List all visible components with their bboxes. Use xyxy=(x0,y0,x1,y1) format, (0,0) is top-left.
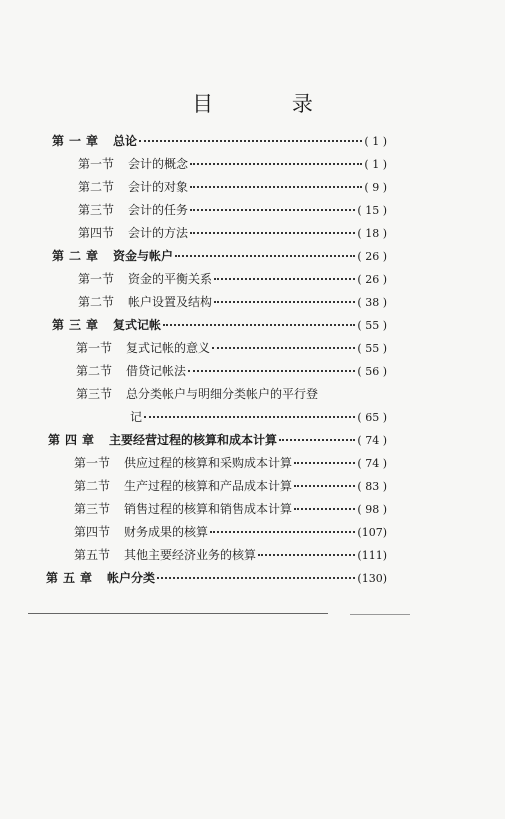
page-number: ( 26 ) xyxy=(357,273,387,286)
page-number: ( 74 ) xyxy=(357,434,387,447)
section-title: 会计的对象 xyxy=(128,180,189,194)
section-label: 第二节 xyxy=(76,364,113,378)
page-number: (107) xyxy=(357,526,387,539)
page-number: ( 83 ) xyxy=(357,480,387,493)
toc-section-entry xyxy=(74,477,387,497)
toc-section-entry xyxy=(74,546,387,566)
leader-dots xyxy=(175,255,355,257)
section-title: 其他主要经济业务的核算 xyxy=(124,548,257,562)
leader-dots xyxy=(157,577,355,579)
section-label: 第二节 xyxy=(74,479,111,493)
leader-dots xyxy=(214,278,355,280)
page-number: ( 74 ) xyxy=(357,457,387,470)
section-title: 总分类帐户与明细分类帐户的平行登 xyxy=(126,387,319,401)
leader-dots xyxy=(279,439,355,441)
page-number: ( 98 ) xyxy=(357,503,387,516)
section-title: 财务成果的核算 xyxy=(124,525,209,539)
chapter-title: 复式记帐 xyxy=(113,318,162,332)
bottom-rule-segment xyxy=(350,614,410,615)
page-number: ( 65 ) xyxy=(357,411,387,424)
section-label: 第一节 xyxy=(74,456,111,470)
page-number: ( 1 ) xyxy=(364,135,387,148)
section-label: 第一节 xyxy=(76,341,113,355)
chapter-label: 第五章 xyxy=(46,571,98,585)
toc-section-continuation xyxy=(130,408,387,428)
toc-section-entry xyxy=(76,339,387,359)
section-title: 销售过程的核算和销售成本计算 xyxy=(124,502,293,516)
section-label: 第一节 xyxy=(78,157,115,171)
leader-dots xyxy=(190,163,362,165)
leader-dots xyxy=(214,301,355,303)
page-number: ( 55 ) xyxy=(357,342,387,355)
bottom-rule xyxy=(28,613,328,614)
section-title: 复式记帐的意义 xyxy=(126,341,211,355)
section-label: 第四节 xyxy=(78,226,115,240)
section-label: 第二节 xyxy=(78,295,115,309)
page-number: ( 1 ) xyxy=(364,158,387,171)
page-number: ( 56 ) xyxy=(357,365,387,378)
toc-chapter-entry xyxy=(52,316,387,336)
toc-section-entry xyxy=(76,385,387,405)
section-label: 第三节 xyxy=(76,387,113,401)
toc-section-entry xyxy=(74,454,387,474)
toc-section-entry xyxy=(78,270,387,290)
chapter-title: 主要经营过程的核算和成本计算 xyxy=(109,433,278,447)
page-title: 目 录 xyxy=(192,92,349,116)
leader-dots xyxy=(188,370,355,372)
leader-dots xyxy=(139,140,362,142)
section-label: 第五节 xyxy=(74,548,111,562)
leader-dots xyxy=(294,485,355,487)
chapter-title: 帐户分类 xyxy=(107,571,156,585)
leader-dots xyxy=(144,416,355,418)
section-label: 第二节 xyxy=(78,180,115,194)
section-label: 第三节 xyxy=(74,502,111,516)
page-number: ( 26 ) xyxy=(357,250,387,263)
section-title: 生产过程的核算和产品成本计算 xyxy=(124,479,293,493)
leader-dots xyxy=(294,508,355,510)
toc-chapter-entry xyxy=(52,132,387,152)
leader-dots xyxy=(190,186,362,188)
leader-dots xyxy=(190,232,355,234)
chapter-title: 资金与帐户 xyxy=(113,249,174,263)
toc-chapter-entry xyxy=(52,247,387,267)
section-title: 供应过程的核算和采购成本计算 xyxy=(124,456,293,470)
page-number: ( 9 ) xyxy=(364,181,387,194)
section-title: 会计的概念 xyxy=(128,157,189,171)
toc-section-entry xyxy=(78,224,387,244)
toc-section-entry xyxy=(74,500,387,520)
section-title: 会计的任务 xyxy=(128,203,189,217)
toc-section-entry xyxy=(76,362,387,382)
leader-dots xyxy=(212,347,355,349)
page-number: ( 18 ) xyxy=(357,227,387,240)
section-label: 第四节 xyxy=(74,525,111,539)
toc-chapter-entry xyxy=(48,431,387,451)
page-number: ( 38 ) xyxy=(357,296,387,309)
page-number: (130) xyxy=(357,572,387,585)
page-number: ( 55 ) xyxy=(357,319,387,332)
page-number: ( 15 ) xyxy=(357,204,387,217)
section-title: 帐户设置及结构 xyxy=(128,295,213,309)
section-label: 第三节 xyxy=(78,203,115,217)
toc-section-entry xyxy=(78,155,387,175)
chapter-title: 总论 xyxy=(113,134,138,148)
leader-dots xyxy=(294,462,355,464)
toc-section-entry xyxy=(74,523,387,543)
leader-dots xyxy=(163,324,355,326)
toc-section-entry xyxy=(78,293,387,313)
leader-dots xyxy=(210,531,355,533)
chapter-label: 第三章 xyxy=(52,318,104,332)
leader-dots xyxy=(258,554,355,556)
section-label: 第一节 xyxy=(78,272,115,286)
chapter-label: 第四章 xyxy=(48,433,100,447)
section-title: 借贷记帐法 xyxy=(126,364,187,378)
chapter-label: 第二章 xyxy=(52,249,104,263)
leader-dots xyxy=(190,209,355,211)
chapter-label: 第一章 xyxy=(52,134,104,148)
toc-chapter-entry xyxy=(46,569,387,589)
section-title-continuation: 记 xyxy=(130,410,143,424)
page-number: (111) xyxy=(357,549,387,562)
section-title: 资金的平衡关系 xyxy=(128,272,213,286)
toc-section-entry xyxy=(78,178,387,198)
section-title: 会计的方法 xyxy=(128,226,189,240)
toc-section-entry xyxy=(78,201,387,221)
